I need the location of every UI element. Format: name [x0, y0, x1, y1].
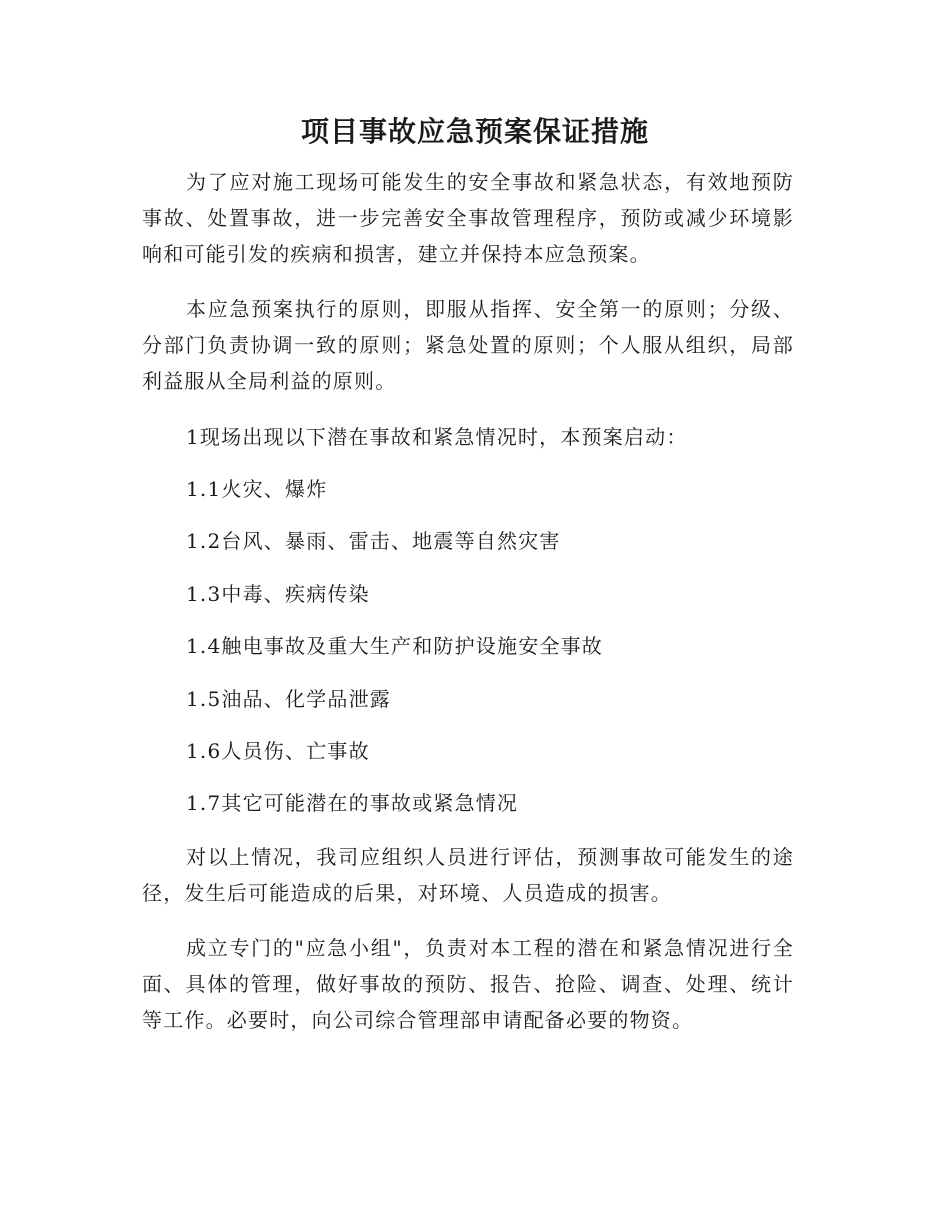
list-item: 1.7其它可能潜在的事故或紧急情况: [186, 791, 519, 815]
list-item: 1.1火灾、爆炸: [186, 477, 328, 501]
document-title: 项目事故应急预案保证措施: [300, 115, 649, 148]
principles-paragraph: 本应急预案执行的原则，即服从指挥、安全第一的原则；分级、分部门负责协调一致的原则；紧急处置的原则；个人服从组织，局部利益服从全局利益的原则。: [142, 297, 794, 393]
emergency-team-paragraph: 成立专门的"应急小组"，负责对本工程的潜在和紧急情况进行全面、具体的管理，做好事故的预防、报告、抢险、调查、处理、统计等工作。必要时，向公司综合管理部申请配备必要的物资。: [142, 936, 794, 1032]
intro-paragraph: 为了应对施工现场可能发生的安全事故和紧急状态，有效地预防事故、处置事故，进一步完善安全事故管理程序，预防或减少环境影响和可能引发的疾病和损害，建立并保持本应急预案。: [142, 170, 794, 266]
list-item: 1.4触电事故及重大生产和防护设施安全事故: [186, 634, 604, 658]
list-item: 1.5油品、化学品泄露: [186, 687, 392, 711]
assessment-paragraph: 对以上情况，我司应组织人员进行评估，预测事故可能发生的途径，发生后可能造成的后果，对环境、人员造成的损害。: [142, 845, 794, 905]
section-heading: 1现场出现以下潜在事故和紧急情况时，本预案启动：: [186, 425, 688, 449]
list-item: 1.2台风、暴雨、雷击、地震等自然灾害: [186, 529, 561, 553]
list-item: 1.6人员伤、亡事故: [186, 739, 370, 763]
list-item: 1.3中毒、疾病传染: [186, 582, 370, 606]
